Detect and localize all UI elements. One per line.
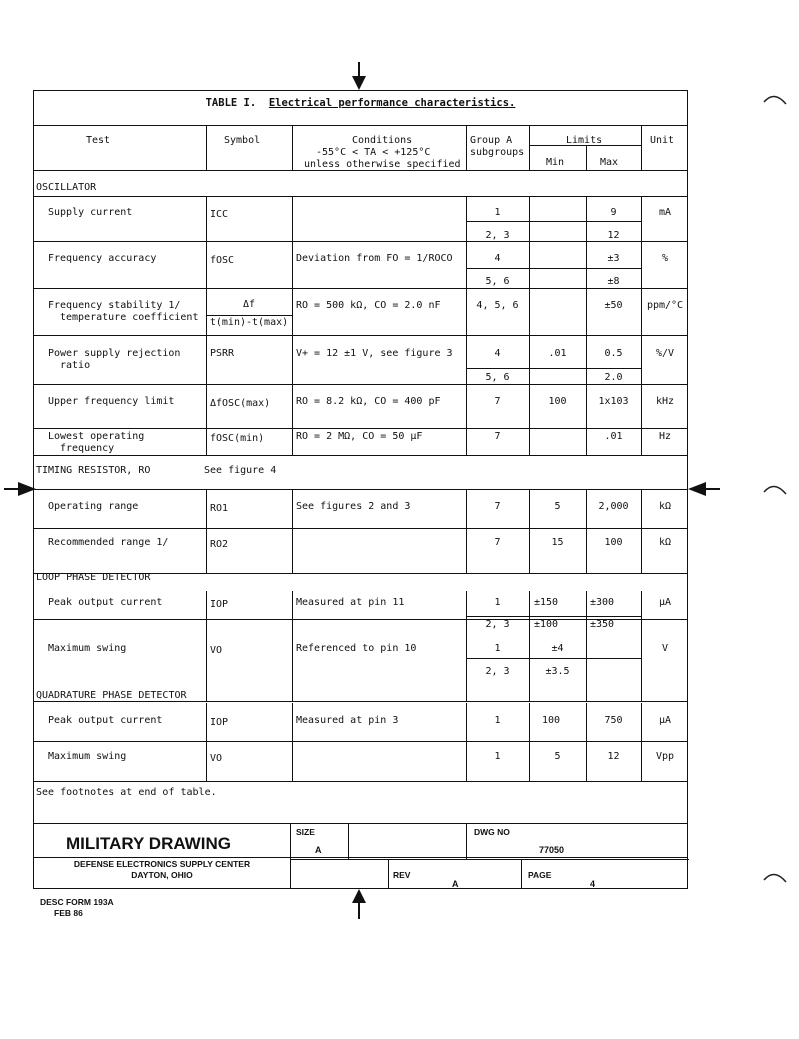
row-10-min-2: ±3.5 (545, 666, 570, 677)
row-2-unit: % (661, 253, 669, 264)
header-test: Test (86, 135, 111, 146)
header-conditions-range: -55°C < TA < +125°C (316, 147, 431, 158)
row-10-unit: V (661, 643, 669, 654)
page-value: 4 (590, 879, 596, 889)
row-3-symbol: Δf (242, 299, 256, 310)
row-10-symbol: VO (210, 645, 223, 656)
row-6-unit: Hz (658, 431, 672, 442)
row-3-condition: RO = 500 kΩ, CO = 2.0 nF (296, 300, 441, 311)
row-12-symbol: VO (210, 753, 223, 764)
section-quad-phase: QUADRATURE PHASE DETECTOR (36, 690, 187, 701)
row-9-group-1: 1 (494, 597, 501, 608)
row-4-condition: V+ = 12 ±1 V, see figure 3 (296, 348, 453, 359)
row-12-group-1: 1 (494, 751, 501, 762)
row-2-symbol: fOSC (210, 255, 235, 266)
binder-hole-mark-icon (762, 868, 788, 886)
row-9-symbol: IOP (210, 599, 229, 610)
row-12-unit: Vpp (655, 751, 675, 762)
row-8-test: Recommended range 1/ (48, 537, 169, 548)
row-11-max-1: 750 (604, 715, 623, 726)
row-10-condition: Referenced to pin 10 (296, 643, 417, 654)
row-3-test-line-2: temperature coefficient (60, 312, 199, 323)
binder-hole-mark-icon (762, 480, 788, 498)
table-title-main: Electrical performance characteristics. (268, 97, 516, 109)
row-8-symbol: RO2 (210, 539, 229, 550)
row-6-max-1: .01 (604, 431, 623, 442)
header-conditions-note: unless otherwise specified (304, 159, 461, 170)
agency-name: DEFENSE ELECTRONICS SUPPLY CENTER (73, 859, 251, 869)
section-loop-phase: LOOP PHASE DETECTOR (36, 572, 151, 583)
right-center-arrow-icon (688, 480, 720, 498)
row-1-max-1: 9 (610, 207, 617, 218)
row-12-min-1: 5 (554, 751, 561, 762)
row-9-unit: µA (658, 597, 672, 608)
row-4-max-2: 2.0 (604, 372, 623, 383)
row-6-test: Lowest operating (48, 431, 145, 442)
form-number: DESC FORM 193A (40, 897, 114, 907)
row-2-max-1: ±3 (607, 253, 620, 264)
row-9-min-1: ±150 (534, 597, 559, 608)
row-1-group-2: 2, 3 (485, 230, 510, 241)
row-9-max-2: ±350 (590, 619, 615, 630)
row-8-min-1: 15 (551, 537, 564, 548)
row-8-max-1: 100 (604, 537, 623, 548)
row-3-symbol-denominator: t(min)-t(max) (209, 317, 289, 328)
row-7-max-1: 2,000 (598, 501, 629, 512)
header-min: Min (546, 157, 565, 168)
header-symbol: Symbol (224, 135, 261, 146)
row-7-group-1: 7 (494, 501, 501, 512)
left-center-arrow-icon (4, 480, 36, 498)
row-9-max-1: ±300 (590, 597, 615, 608)
header-group-a: Group A (470, 135, 513, 146)
row-9-group-2: 2, 3 (485, 619, 510, 630)
row-5-group-1: 7 (494, 396, 501, 407)
header-unit: Unit (650, 135, 675, 146)
row-4-unit: %/V (655, 348, 675, 359)
row-5-min-1: 100 (548, 396, 567, 407)
section-oscillator: OSCILLATOR (36, 182, 97, 193)
row-9-condition: Measured at pin 11 (296, 597, 405, 608)
table-title (34, 97, 687, 109)
row-11-group-1: 1 (494, 715, 501, 726)
row-3-max-1: ±50 (604, 300, 623, 311)
row-5-unit: kHz (655, 396, 675, 407)
binder-hole-mark-icon (762, 90, 788, 108)
row-2-test: Frequency accuracy (48, 253, 157, 264)
row-3-unit: ppm/°C (646, 300, 684, 311)
form-date: FEB 86 (54, 908, 83, 918)
row-11-min-1: 100 (542, 715, 561, 726)
row-7-symbol: RO1 (210, 503, 229, 514)
row-5-max-1: 1x103 (598, 396, 629, 407)
row-4-symbol: PSRR (210, 348, 235, 359)
row-4-test: Power supply rejection (48, 348, 181, 359)
header-subgroups: subgroups (470, 147, 525, 158)
bottom-center-arrow-icon (350, 889, 368, 919)
footnote-text: See footnotes at end of table. (36, 787, 217, 798)
top-center-arrow-icon (350, 62, 368, 90)
row-1-group-1: 1 (494, 207, 501, 218)
row-6-condition: RO = 2 MΩ, CO = 50 µF (296, 431, 423, 442)
row-7-unit: kΩ (658, 501, 672, 512)
table-frame (33, 90, 688, 889)
row-10-group-1: 1 (494, 643, 501, 654)
row-1-max-2: 12 (607, 230, 620, 241)
row-10-test: Maximum swing (48, 643, 127, 654)
section-timing-resistor-note: See figure 4 (204, 465, 277, 476)
row-2-group-1: 4 (494, 253, 501, 264)
header-limits: Limits (566, 135, 603, 146)
table-title-prefix: TABLE I. (205, 97, 257, 109)
row-11-symbol: IOP (210, 717, 229, 728)
row-6-test-line-2: frequency (60, 443, 115, 454)
row-1-symbol: ICC (210, 209, 229, 220)
military-drawing-title: MILITARY DRAWING (66, 834, 231, 853)
row-11-condition: Measured at pin 3 (296, 715, 399, 726)
row-4-group-1: 4 (494, 348, 501, 359)
row-11-test: Peak output current (48, 715, 163, 726)
row-9-test: Peak output current (48, 597, 163, 608)
row-4-test-line-2: ratio (60, 360, 91, 371)
row-7-condition: See figures 2 and 3 (296, 501, 411, 512)
row-7-test: Operating range (48, 501, 139, 512)
row-4-min-1: .01 (548, 348, 567, 359)
size-label: SIZE (296, 827, 315, 837)
row-8-group-1: 7 (494, 537, 501, 548)
row-12-max-1: 12 (607, 751, 620, 762)
row-1-unit: mA (658, 207, 672, 218)
rev-label: REV (393, 870, 411, 880)
row-3-test: Frequency stability 1/ (48, 300, 181, 311)
row-9-min-2: ±100 (534, 619, 559, 630)
section-timing-resistor: TIMING RESISTOR, RO (36, 465, 151, 476)
row-10-min-1: ±4 (551, 643, 564, 654)
row-2-group-2: 5, 6 (485, 276, 510, 287)
row-5-symbol: ΔfOSC(max) (210, 398, 271, 409)
dwg-no-value: 77050 (539, 845, 565, 855)
row-11-unit: µA (658, 715, 672, 726)
row-7-min-1: 5 (554, 501, 561, 512)
rev-value: A (452, 879, 459, 889)
page-label: PAGE (528, 870, 552, 880)
row-6-group-1: 7 (494, 431, 501, 442)
size-value: A (315, 845, 322, 855)
row-2-max-2: ±8 (607, 276, 620, 287)
row-1-test: Supply current (48, 207, 133, 218)
row-2-condition: Deviation from FO = 1/ROCO (296, 253, 453, 264)
row-5-condition: RO = 8.2 kΩ, CO = 400 pF (296, 396, 441, 407)
agency-city: DAYTON, OHIO (131, 870, 193, 880)
header-conditions: Conditions (352, 135, 413, 146)
row-3-group-1: 4, 5, 6 (476, 300, 519, 311)
row-4-max-1: 0.5 (604, 348, 623, 359)
header-max: Max (600, 157, 619, 168)
row-4-group-2: 5, 6 (485, 372, 510, 383)
row-10-group-2: 2, 3 (485, 666, 510, 677)
row-5-test: Upper frequency limit (48, 396, 175, 407)
row-8-unit: kΩ (658, 537, 672, 548)
dwg-no-label: DWG NO (474, 827, 510, 837)
row-12-test: Maximum swing (48, 751, 127, 762)
row-6-symbol: fOSC(min) (210, 433, 265, 444)
